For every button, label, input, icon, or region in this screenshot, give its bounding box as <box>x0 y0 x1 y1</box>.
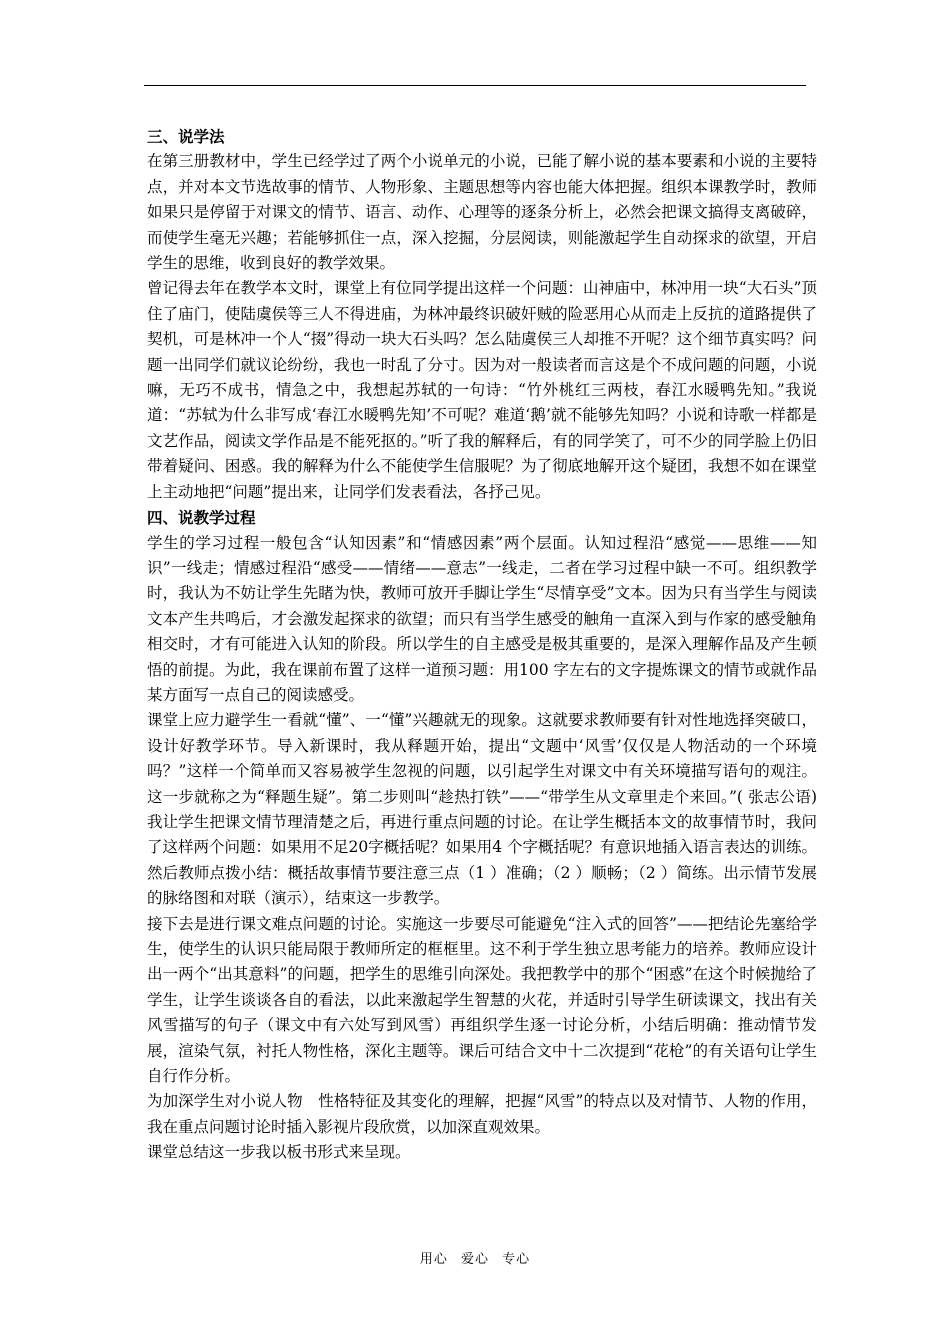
header-rule <box>144 85 806 86</box>
paragraph: 课堂上应力避学生一看就“懂”、一“懂”兴趣就无的现象。这就要求教师要有针对性地选择突破口，设计好教学环节。导入新课时，我从释题开始，提出“文题中‘风雪’仅仅是人物活动的一个环境吗？”这样一个简单而又容易被学生忽视的问题，以引起学生对课文中有关环境描写语句的观注。这一步就称之为“释题生疑”。第二步则叫“趁热打铁”——“带学生从文章里走个来回。”( 张志公语) 我让学生把课文情节理清楚之后，再进行重点问题的讨论。在让学生概括本文的故事情节时，我问了这样两个问题：如果用不足20字概括呢？如果用4 个字概括呢？有意识地插入语言表达的训练。然后教师点拨小结：概括故事情节要注意三点（1 ）准确；（2 ）顺畅；（2 ）简练。出示情节发展的脉络图和对联（演示），结束这一步教学。 <box>147 711 818 908</box>
section-heading-study-method: 三、说学法 <box>147 127 225 146</box>
paragraph: 曾记得去年在教学本文时，课堂上有位同学提出这样一个问题：山神庙中，林冲用一块“大石头”顶住了庙门，使陆虞侯等三人不得进庙，为林冲最终识破奸贼的险恶用心从而走上反抗的道路提供了契机，可是林冲一个人“掇”得动一块大石头吗？怎么陆虞侯三人却推不开呢？这个细节真实吗？问题一出同学们就议论纷纷，我也一时乱了分寸。因为对一般读者而言这是个不成问题的问题，小说嘛，无巧不成书，情急之中，我想起苏轼的一句诗：“竹外桃红三两枝，春江水暖鸭先知。”我说道：“苏轼为什么非写成‘春江水暖鸭先知’不可呢？难道‘鹅’就不能够先知吗？小说和诗歌一样都是文艺作品，阅读文学作品是不能死抠的。”听了我的解释后，有的同学笑了，可不少的同学脸上仍旧带着疑问、困惑。我的解释为什么不能使学生信服呢？为了彻底地解开这个疑团，我想不如在课堂上主动地把“问题”提出来，让同学们发表看法，各抒己见。 <box>147 279 817 501</box>
paragraph: 学生的学习过程一般包含“认知因素”和“情感因素”两个层面。认知过程沿“感觉——思维——知识”一线走；情感过程沿“感受——情绪——意志”一线走，二者在学习过程中缺一不可。组织教学时，我认为不妨让学生先睹为快，教师可放开手脚让学生“尽情享受”文本。因为只有当学生与阅读文本产生共鸣后，才会激发起探求的欲望；而只有当学生感受的触角一直深入到与作家的感受触角相交时，才有可能进入认知的阶段。所以学生的自主感受是极其重要的，是深入理解作品及产生顿悟的前提。为此，我在课前布置了这样一道预习题：用100 字左右的文字提炼课文的情节或就作品某方面写一点自己的阅读感受。 <box>147 533 818 704</box>
document-body <box>147 124 817 1166</box>
paragraph: 在第三册教材中，学生已经学过了两个小说单元的小说，已能了解小说的基本要素和小说的主要特点，并对本文节选故事的情节、人物形象、主题思想等内容也能大体把握。组织本课教学时，教师如果只是停留于对课文的情节、语言、动作、心理等的逐条分析上，必然会把课文搞得支离破碎，而使学生毫无兴趣；若能够抓住一点，深入挖掘，分层阅读，则能激起学生自动探求的欲望，开启学生的思维，收到良好的教学效果。 <box>147 152 817 273</box>
paragraph: 为加深学生对小说人物 性格特征及其变化的理解，把握“风雪”的特点以及对情节、人物的作用，我在重点问题讨论时插入影视片段欣赏，以加深直观效果。 <box>147 1092 817 1136</box>
section-heading-teaching-process: 四、说教学过程 <box>147 508 256 528</box>
page-footer: 用心 爱心 专心 <box>419 1252 531 1267</box>
paragraph: 课堂总结这一步我以板书形式来呈现。 <box>147 1143 411 1162</box>
paragraph: 接下去是进行课文难点问题的讨论。实施这一步要尽可能避免“注入式的回答”——把结论先塞给学生，使学生的认识只能局限于教师所定的框框里。这不利于学生独立思考能力的培养。教师应设计出一两个“出其意料”的问题，把学生的思维引向深处。我把教学中的那个“困惑”在这个时候抛给了学生，让学生谈谈各自的看法，以此来激起学生智慧的火花，并适时引导学生研读课文，找出有关风雪描写的句子（课文中有六处写到风雪）再组织学生逐一讨论分析，小结后明确：推动情节发展，渲染气氛，衬托人物性格，深化主题等。课后可结合文中十二次提到“花枪”的有关语句让学生自行作分析。 <box>147 914 817 1086</box>
